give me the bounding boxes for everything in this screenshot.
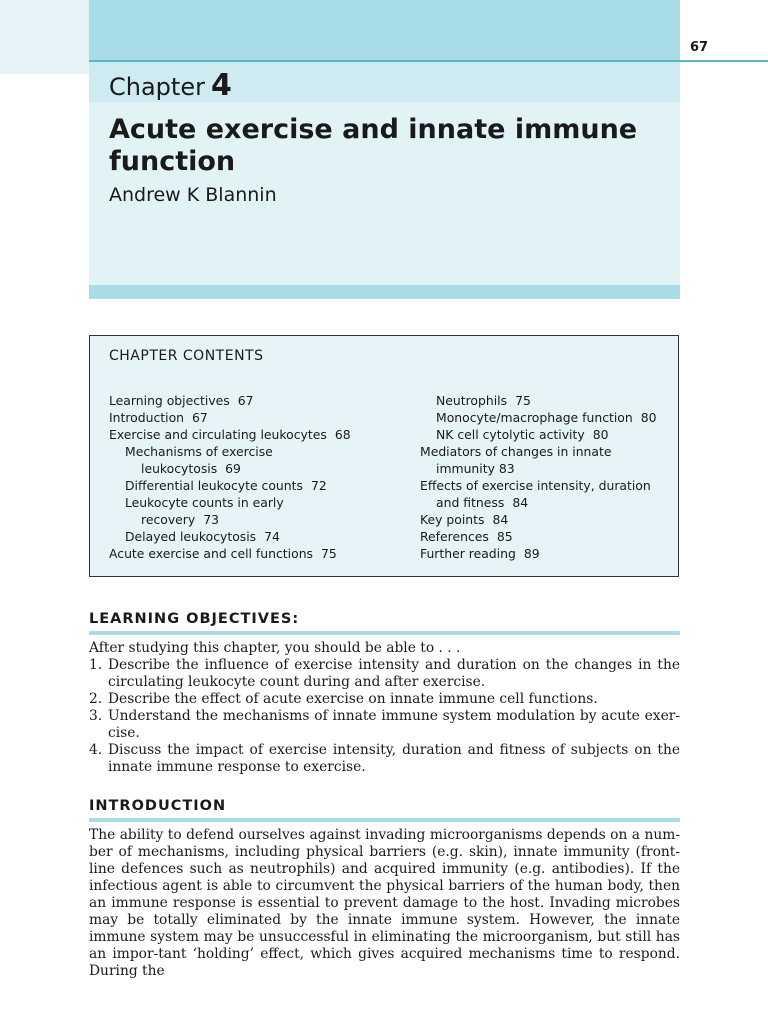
- contents-entry-title: recovery: [141, 512, 196, 527]
- learning-objective-item: [89, 691, 680, 708]
- contents-entry-title: NK cell cytolytic activity: [436, 427, 585, 442]
- contents-entry-title: Mediators of changes in innate: [420, 444, 612, 459]
- learning-objective-number: 3.: [89, 708, 103, 724]
- contents-entry: [109, 409, 409, 426]
- contents-entry-page: 72: [310, 478, 327, 493]
- contents-entry-title: Key points: [420, 512, 485, 527]
- contents-entry: [109, 392, 409, 409]
- contents-entry-title: Monocyte/macrophage function: [436, 410, 633, 425]
- learning-objective-item: [89, 742, 680, 776]
- contents-entry-title: Delayed leukocytosis: [125, 529, 257, 544]
- contents-column-left: [109, 392, 409, 562]
- header-top-band: [89, 0, 680, 60]
- contents-entry-title: Differential leukocyte counts: [125, 478, 303, 493]
- header-side-band: [0, 0, 89, 74]
- contents-entry: [109, 545, 409, 562]
- contents-entry-title: Further reading: [420, 546, 516, 561]
- header-bottom-band: [89, 285, 680, 299]
- contents-entry-title: Effects of exercise intensity, duration: [420, 478, 651, 493]
- learning-objective-text: Describe the effect of acute exercise on innate immune cell functions.: [108, 691, 598, 707]
- contents-entry-page: 75: [321, 546, 337, 561]
- contents-entry: [420, 443, 678, 460]
- contents-entry-page: 75: [515, 393, 531, 408]
- introduction-heading: INTRODUCTION: [89, 798, 227, 814]
- contents-entry-title: References: [420, 529, 489, 544]
- learning-objectives-rule: [89, 631, 680, 635]
- learning-objectives: [89, 640, 680, 776]
- chapter-author: Andrew K Blannin: [109, 184, 277, 206]
- learning-objectives-heading: LEARNING OBJECTIVES:: [89, 611, 300, 627]
- contents-entry-page: 67: [237, 393, 254, 408]
- contents-entry: [109, 426, 409, 443]
- contents-entry: [420, 511, 678, 528]
- contents-entry-title: immunity 83: [436, 461, 515, 476]
- contents-entry-page: 85: [496, 529, 513, 544]
- contents-entry: [109, 460, 409, 477]
- learning-objectives-list: [89, 657, 680, 776]
- contents-entry: [420, 392, 678, 409]
- contents-entry-page: 73: [203, 512, 220, 527]
- contents-entry-title: Leukocyte counts in early: [125, 495, 284, 510]
- learning-objective-number: 2.: [89, 691, 103, 707]
- chapter-label: [109, 68, 232, 103]
- learning-objective-number: 1.: [89, 657, 103, 673]
- page-number: 67: [690, 40, 709, 55]
- contents-entry: [420, 528, 678, 545]
- contents-entry: [420, 460, 678, 477]
- chapter-contents-heading: CHAPTER CONTENTS: [109, 348, 264, 364]
- contents-entry-page: 80: [640, 410, 657, 425]
- learning-objective-text: Understand the mechanisms of innate immune system modulation by acute exer-cise.: [108, 708, 680, 741]
- contents-entry-page: 89: [523, 546, 540, 561]
- contents-entry: [420, 477, 678, 494]
- learning-objective-item: [89, 708, 680, 742]
- contents-column-right: [420, 392, 678, 562]
- contents-entry-title: Neutrophils: [436, 393, 508, 408]
- learning-objective-number: 4.: [89, 742, 103, 758]
- chapter-number: 4: [210, 68, 232, 103]
- introduction-rule: [89, 818, 680, 822]
- contents-entry-title: leukocytosis: [141, 461, 218, 476]
- contents-entry-title: Learning objectives: [109, 393, 230, 408]
- contents-entry-page: 80: [592, 427, 609, 442]
- learning-objective-text: Describe the influence of exercise intensity and duration on the changes in the circulating leukocyte count during and after exercise.: [108, 657, 680, 690]
- contents-entry: [109, 511, 409, 528]
- learning-objective-text: Discuss the impact of exercise intensity, duration and fitness of subjects on the innate immune response to exercise.: [108, 742, 680, 775]
- contents-entry: [109, 477, 409, 494]
- contents-entry: [420, 409, 678, 426]
- contents-entry-page: 84: [512, 495, 529, 510]
- contents-entry-page: 68: [334, 427, 351, 442]
- contents-entry-page: 74: [264, 529, 280, 544]
- contents-entry-title: Mechanisms of exercise: [125, 444, 273, 459]
- contents-entry-title: Acute exercise and cell functions: [109, 546, 313, 561]
- contents-entry: [109, 494, 409, 511]
- contents-entry: [109, 443, 409, 460]
- contents-entry-title: and fitness: [436, 495, 505, 510]
- contents-entry-page: 67: [192, 410, 208, 425]
- contents-entry: [109, 528, 409, 545]
- contents-entry-page: 84: [492, 512, 509, 527]
- learning-objectives-intro: After studying this chapter, you should be able to . . .: [89, 640, 461, 656]
- contents-entry: [420, 426, 678, 443]
- contents-entry: [420, 494, 678, 511]
- contents-entry: [420, 545, 678, 562]
- contents-entry-title: Exercise and circulating leukocytes: [109, 427, 327, 442]
- chapter-contents-box: [89, 335, 679, 577]
- introduction-text: The ability to defend ourselves against invading microorganisms depends on a num-ber of mechanisms, including physical barriers (e.g. skin), innate immunity (front-line defences such as neutrophils) and acquired immunity (e.g. antibodies). If the infectious agent is able to circumvent the physical barriers of the human body, then an immune response is essential to prevent damage to the host. Invading microbes may be totally eliminated by the innate immune system. However, the innate immune system may be unsuccessful in eliminating the microorganism, but still has an impor-tant ‘holding’ effect, which gives acquired mechanisms time to respond. During the: [89, 827, 680, 979]
- chapter-title: Acute exercise and innate immune function: [109, 114, 638, 177]
- contents-entry-title: Introduction: [109, 410, 185, 425]
- learning-objective-item: [89, 657, 680, 691]
- chapter-word: Chapter: [109, 73, 205, 101]
- contents-entry-page: 69: [225, 461, 241, 476]
